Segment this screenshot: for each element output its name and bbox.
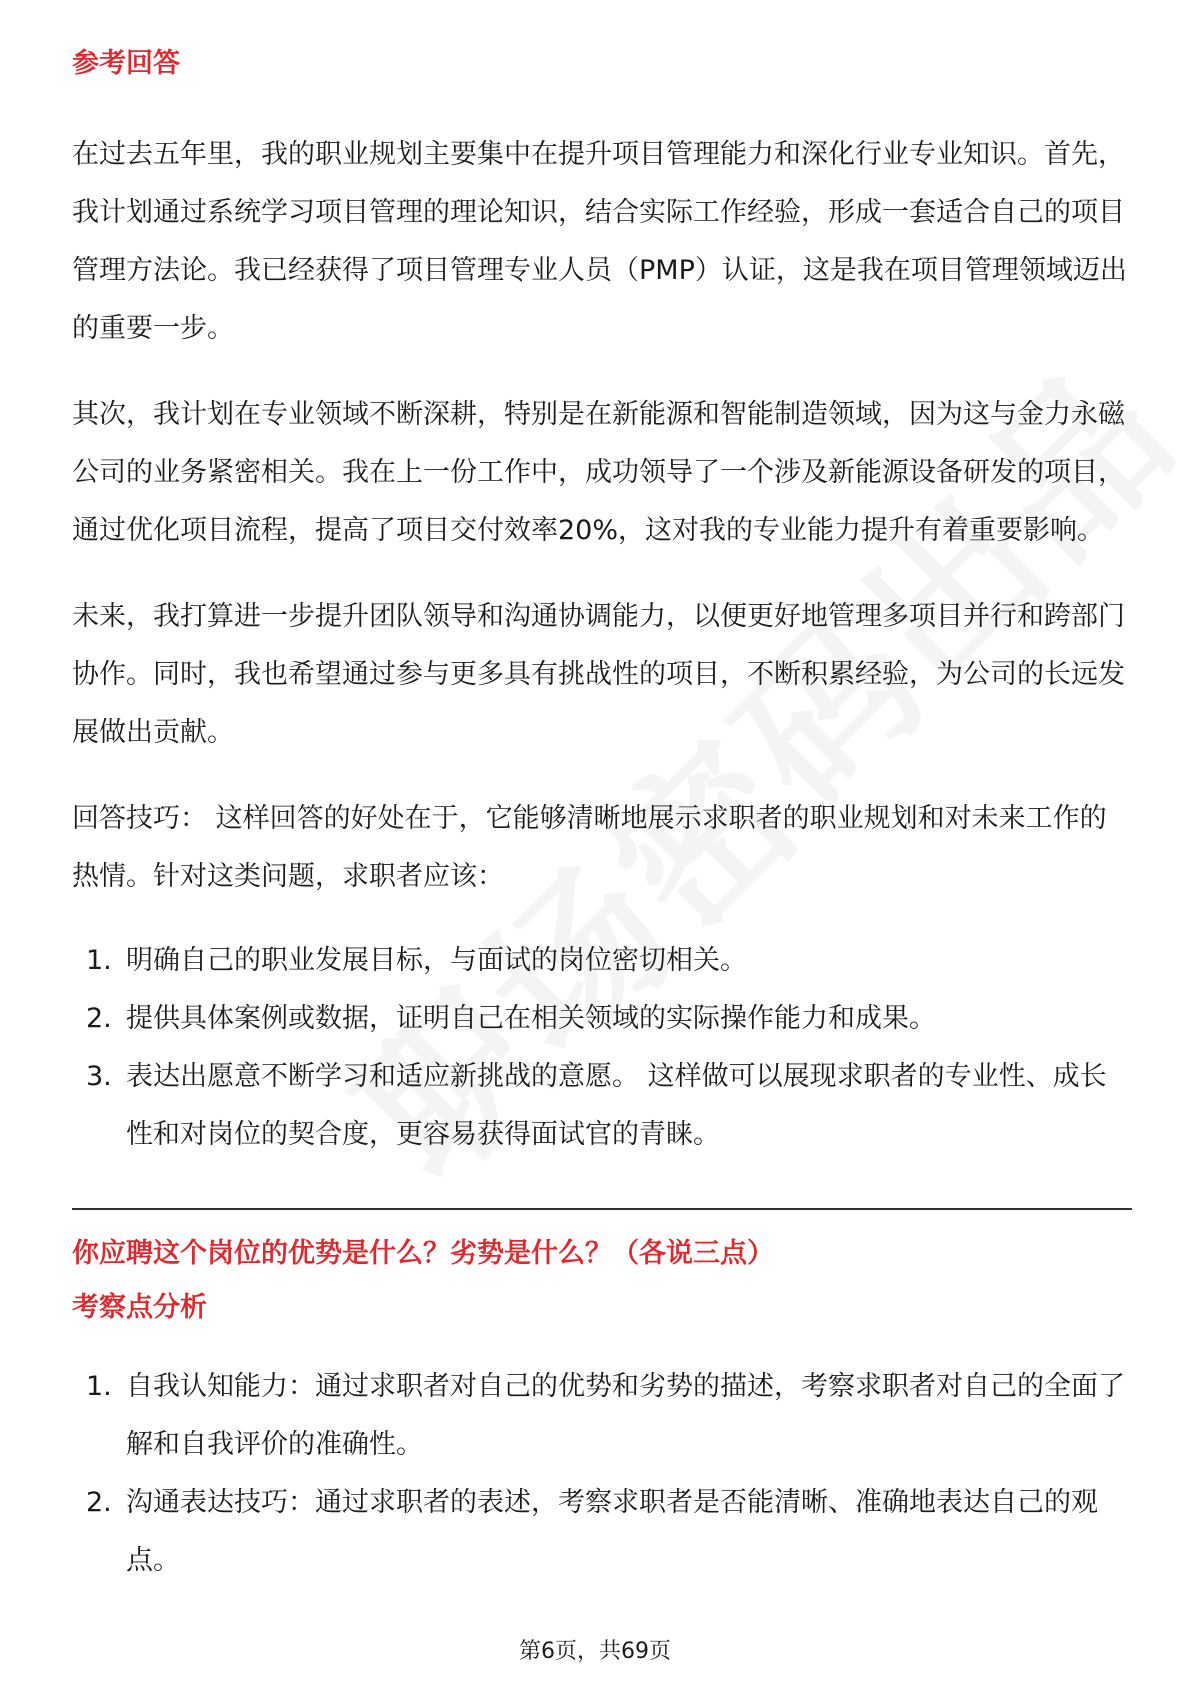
list-item <box>72 990 1132 1048</box>
list-item-text: 提供具体案例或数据，证明自己在相关领域的实际操作能力和成果。 <box>126 1003 936 1034</box>
list-item-text: 表达出愿意不断学习和适应新挑战的意愿。 这样做可以展现求职者的专业性、成长性和对岗位的契合度，更容易获得面试官的青睐。 <box>126 1061 1107 1150</box>
question-heading: 你应聘这个岗位的优势是什么？劣势是什么？（各说三点） <box>72 1238 774 1269</box>
answer-paragraph: 其次，我计划在专业领域不断深耕，特别是在新能源和智能制造领域，因为这与金力永磁公司的业务紧密相关。我在上一份工作中，成功领导了一个涉及新能源设备研发的项目，通过优化项目流程，提高了项目交付效率20%，这对我的专业能力提升有着重要影响。 <box>72 399 1125 546</box>
list-item-text: 明确自己的职业发展目标，与面试的岗位密切相关。 <box>126 945 747 976</box>
analysis-list <box>72 1358 1132 1590</box>
section-heading-reference-answer: 参考回答 <box>72 48 180 79</box>
list-item <box>72 1048 1132 1164</box>
list-item <box>72 1358 1132 1474</box>
document-page <box>72 0 1132 1590</box>
section-heading-analysis: 考察点分析 <box>72 1292 207 1323</box>
answer-paragraph: 在过去五年里，我的职业规划主要集中在提升项目管理能力和深化行业专业知识。首先，我计划通过系统学习项目管理的理论知识，结合实际工作经验，形成一套适合自己的项目管理方法论。我已经获得了项目管理专业人员（PMP）认证，这是我在项目管理领域迈出的重要一步。 <box>72 139 1127 344</box>
list-item-number: 1. <box>86 1371 112 1402</box>
list-item-number: 2. <box>86 1003 112 1034</box>
answer-tips-intro: 回答技巧： 这样回答的好处在于，它能够清晰地展示求职者的职业规划和对未来工作的热情。针对这类问题，求职者应该： <box>72 803 1107 892</box>
page-number: 第6页，共69页 <box>519 1639 671 1664</box>
list-item-text: 沟通表达技巧：通过求职者的表述，考察求职者是否能清晰、准确地表达自己的观点。 <box>126 1487 1098 1576</box>
tips-list <box>72 932 1132 1164</box>
list-item <box>72 1474 1132 1590</box>
list-item-number: 2. <box>86 1487 112 1518</box>
list-item-number: 1. <box>86 945 112 976</box>
list-item-text: 自我认知能力：通过求职者对自己的优势和劣势的描述，考察求职者对自己的全面了解和自我评价的准确性。 <box>126 1371 1125 1460</box>
answer-paragraph: 未来，我打算进一步提升团队领导和沟通协调能力，以便更好地管理多项目并行和跨部门协作。同时，我也希望通过参与更多具有挑战性的项目，不断积累经验，为公司的长远发展做出贡献。 <box>72 601 1125 748</box>
list-item-number: 3. <box>86 1061 112 1092</box>
list-item <box>72 932 1132 990</box>
